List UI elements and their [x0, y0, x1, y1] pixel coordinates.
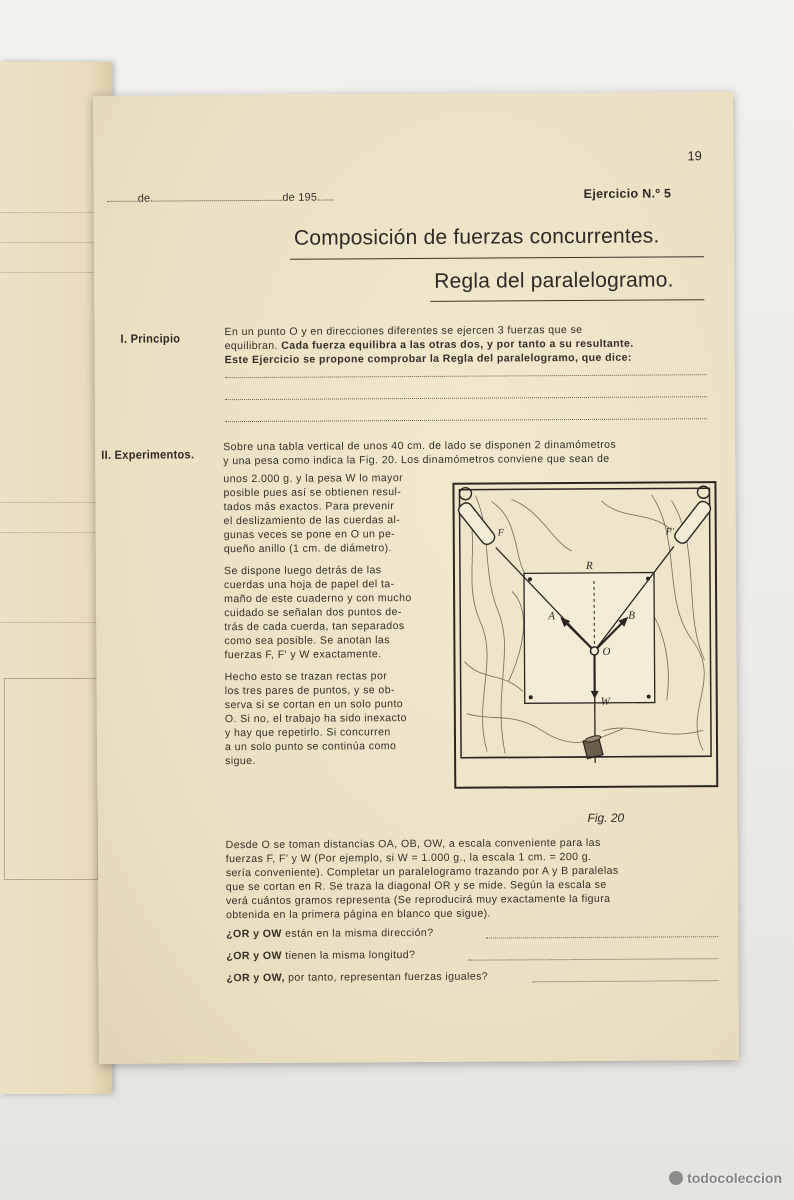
bold-span: ¿OR y OW: [226, 927, 282, 941]
text-line: como sea posible. Se anotan las: [224, 634, 390, 648]
watermark-text: todocoleccion: [687, 1170, 782, 1186]
label-o: O: [602, 645, 611, 658]
answer-line: [468, 958, 718, 961]
title-underline: [290, 256, 704, 260]
label-b: B: [628, 609, 636, 622]
experiments-intro: [223, 437, 709, 468]
question-same-direction: [226, 927, 433, 940]
pin: [528, 577, 532, 581]
experiments-column-text: [223, 471, 441, 768]
date-blank: [150, 191, 282, 202]
text-line: Sobre una tabla vertical de unos 40 cm. de lado se disponen 2 dinamómetros: [223, 438, 617, 454]
label-a: A: [548, 610, 556, 623]
answer-line: [225, 396, 707, 400]
text-line: serva si se cortan en un solo punto: [224, 698, 404, 712]
text-span: En un punto O y en direcciones diferentes se ejercen 3 fuerzas que se: [224, 323, 583, 339]
watermark: [669, 1170, 782, 1186]
page-subtitle: Regla del paralelogramo.: [434, 268, 674, 293]
question-equal-forces: [226, 971, 488, 985]
subtitle-underline: [430, 299, 704, 302]
text-line: fuerzas F, F' y W exactamente.: [224, 648, 382, 662]
text-line: y hay que repetirlo. Si concurren: [224, 726, 391, 740]
page-number: 19: [687, 148, 702, 164]
text-span: por tanto, representan fuerzas iguales?: [284, 970, 489, 984]
text-line: queño anillo (1 cm. de diámetro).: [223, 542, 392, 556]
text-line: posible pues así se obtienen resul-: [223, 486, 402, 500]
text-line: y una pesa como indica la Fig. 20. Los dinamómetros conviene que sean de: [223, 452, 610, 468]
text-line: Hecho esto se trazan rectas por: [224, 670, 388, 684]
text-line: sería conveniente). Completar un paralelogramo trazando por A y B paralelas: [225, 864, 619, 880]
figure-20-illustration: [451, 480, 719, 792]
text-line: [225, 350, 705, 367]
faint-rule: [0, 242, 108, 243]
question-same-length: [226, 949, 415, 962]
section-principle-label: I. Principio: [120, 331, 181, 346]
pin: [529, 695, 533, 699]
faint-rule: [0, 502, 108, 503]
answer-line: [486, 936, 718, 938]
workbook-page: [93, 92, 739, 1064]
faint-rule: [0, 212, 108, 213]
answer-line: [225, 418, 707, 422]
text-line: que se cortan en R. Se traza la diagonal OR y se mide. Según la escala se: [225, 878, 607, 894]
text-line: obtenida en la primera página en blanco que sigue).: [226, 907, 491, 922]
text-line: [225, 336, 705, 353]
exercise-number: Ejercicio N.º 5: [583, 186, 672, 201]
faint-rule: [0, 272, 108, 273]
answer-line: [532, 980, 718, 982]
label-r: R: [585, 559, 593, 572]
pin: [647, 695, 651, 699]
text-line: O. Si no, el trabajo ha sido inexacto: [224, 712, 407, 726]
text-line: los tres pares de puntos, y se ob-: [224, 684, 395, 698]
label-w: W: [600, 695, 610, 708]
paper-sheet: [524, 573, 655, 704]
text-span: están en la misma dirección?: [281, 926, 434, 940]
text-line: sigue.: [225, 754, 256, 768]
text-line: gunas veces se pone en O un pe-: [223, 528, 396, 542]
label-f-prime: F': [665, 526, 675, 538]
bold-span: Este Ejercicio se propone comprobar la Regla del paralelogramo, que dice:: [224, 351, 632, 367]
faint-rule: [0, 622, 108, 623]
date-blank: [317, 190, 333, 200]
answer-line: [225, 374, 707, 378]
date-line: [108, 190, 334, 204]
label-f: F: [497, 527, 504, 539]
section-experiments-label: II. Experimentos.: [101, 447, 195, 462]
date-blank: [108, 192, 138, 202]
faint-rule: [0, 532, 108, 533]
text-line: maño de este cuaderno y con mucho: [224, 592, 412, 606]
figure-caption: Fig. 20: [587, 810, 625, 825]
bold-span: ¿OR y OW,: [226, 971, 285, 985]
bold-span: Cada fuerza equilibra a las otras dos, y por tanto a su resultante.: [281, 337, 634, 352]
date-year-label: de 195: [282, 191, 318, 204]
force-board-diagram: [451, 480, 719, 792]
text-line: el deslizamiento de las cuerdas al-: [223, 514, 401, 528]
ring-o: [590, 647, 598, 655]
watermark-logo-icon: [669, 1171, 683, 1185]
text-span: tienen la misma longitud?: [281, 949, 416, 962]
faint-table: [4, 678, 98, 880]
bold-span: ¿OR y OW: [226, 949, 282, 963]
principle-text: [224, 322, 704, 367]
date-de-label: de: [137, 192, 151, 205]
page-title: Composición de fuerzas concurrentes.: [293, 224, 660, 250]
text-line: cuidado se señalan dos puntos de-: [224, 606, 402, 620]
text-line: tados más exactos. Para prevenir: [223, 500, 395, 514]
text-line: a un solo punto se continúa como: [224, 740, 397, 754]
text-line: trás de cada cuerda, tan separados: [224, 620, 405, 634]
text-line: Se dispone luego detrás de las: [223, 564, 382, 578]
text-line: verá cuántos gramos representa (Se reproducirá muy exactamente la figura: [225, 892, 611, 908]
text-line: unos 2.000 g. y la pesa W lo mayor: [223, 472, 404, 486]
text-line: Desde O se toman distancias OA, OB, OW, a escala conveniente para las: [225, 836, 601, 852]
text-line: cuerdas una hoja de papel del ta-: [224, 578, 395, 592]
procedure-text: [226, 835, 719, 922]
text-line: fuerzas F, F' y W (Por ejemplo, si W = 1.000 g., la escala 1 cm. = 200 g.: [225, 850, 592, 866]
text-span: equilibran.: [224, 339, 282, 353]
